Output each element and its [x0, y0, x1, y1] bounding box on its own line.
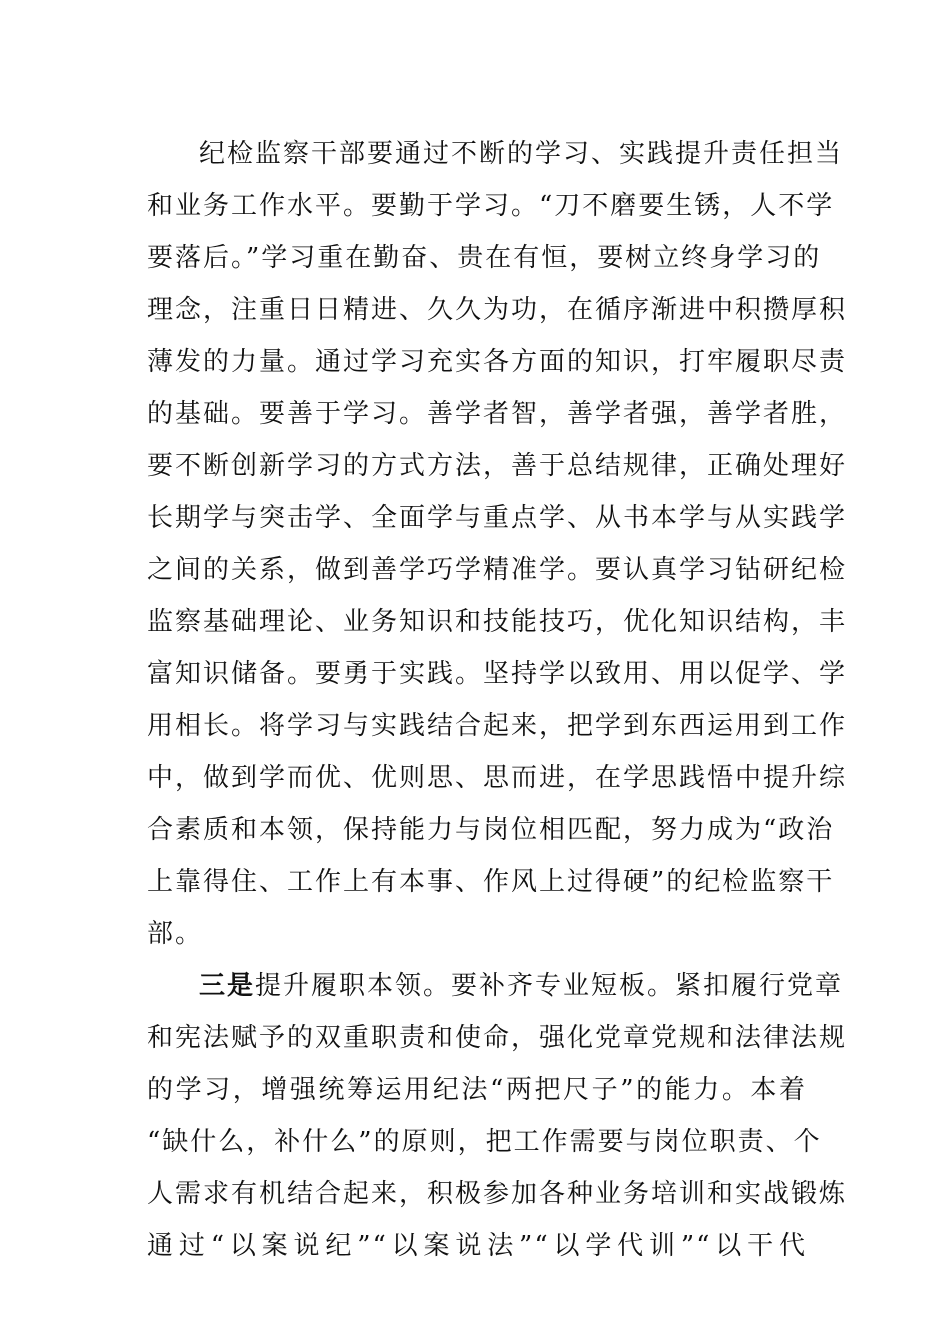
paragraph-line: 要不断创新学习的方式方法，善于总结规律，正确处理好 [147, 451, 848, 481]
paragraph-line: 的学习，增强统筹运用纪法“两把尺子”的能力。本着 [147, 1075, 807, 1105]
paragraph-line: 中，做到学而优、优则思、思而进，在学思践悟中提升综 [147, 763, 848, 793]
paragraph-line: 部。 [147, 919, 204, 949]
paragraph-line: 通过“以案说纪”“以案说法”“以学代训”“以干代 [147, 1231, 807, 1261]
paragraph-line: 监察基础理论、业务知识和技能技巧，优化知识结构，丰 [147, 607, 848, 637]
paragraph-line: 长期学与突击学、全面学与重点学、从书本学与从实践学 [147, 503, 848, 533]
paragraph-line: 用相长。将学习与实践结合起来，把学到东西运用到工作 [147, 711, 848, 741]
paragraph-line: 和业务工作水平。要勤于学习。“刀不磨要生锈，人不学 [147, 191, 835, 221]
paragraph-line: 之间的关系，做到善学巧学精准学。要认真学习钻研纪检 [147, 555, 848, 585]
paragraph-line: 的基础。要善于学习。善学者智，善学者强，善学者胜， [147, 399, 848, 429]
paragraph-line: 理念，注重日日精进、久久为功，在循序渐进中积攒厚积 [147, 295, 848, 325]
paragraph-line: “缺什么，补什么”的原则，把工作需要与岗位职责、个 [147, 1127, 822, 1157]
paragraph-line: 纪检监察干部要通过不断的学习、实践提升责任担当 [199, 139, 844, 169]
paragraph-line: 要落后。”学习重在勤奋、贵在有恒，要树立终身学习的 [147, 243, 822, 273]
paragraph-line: 合素质和本领，保持能力与岗位相匹配，努力成为“政治 [147, 815, 835, 845]
paragraph-line: 薄发的力量。通过学习充实各方面的知识，打牢履职尽责 [147, 347, 848, 377]
paragraph-lead: 三是 [199, 971, 256, 1001]
paragraph-line: 富知识储备。要勇于实践。坚持学以致用、用以促学、学 [147, 659, 848, 689]
paragraph-line [199, 969, 844, 1003]
paragraph-line: 和宪法赋予的双重职责和使命，强化党章党规和法律法规 [147, 1023, 848, 1053]
paragraph-line-rest: 提升履职本领。要补齐专业短板。紧扣履行党章 [255, 971, 844, 1001]
paragraph-line: 上靠得住、工作上有本事、作风上过得硬”的纪检监察干 [147, 867, 835, 897]
paragraph-line: 人需求有机结合起来，积极参加各种业务培训和实战锻炼 [147, 1179, 848, 1209]
